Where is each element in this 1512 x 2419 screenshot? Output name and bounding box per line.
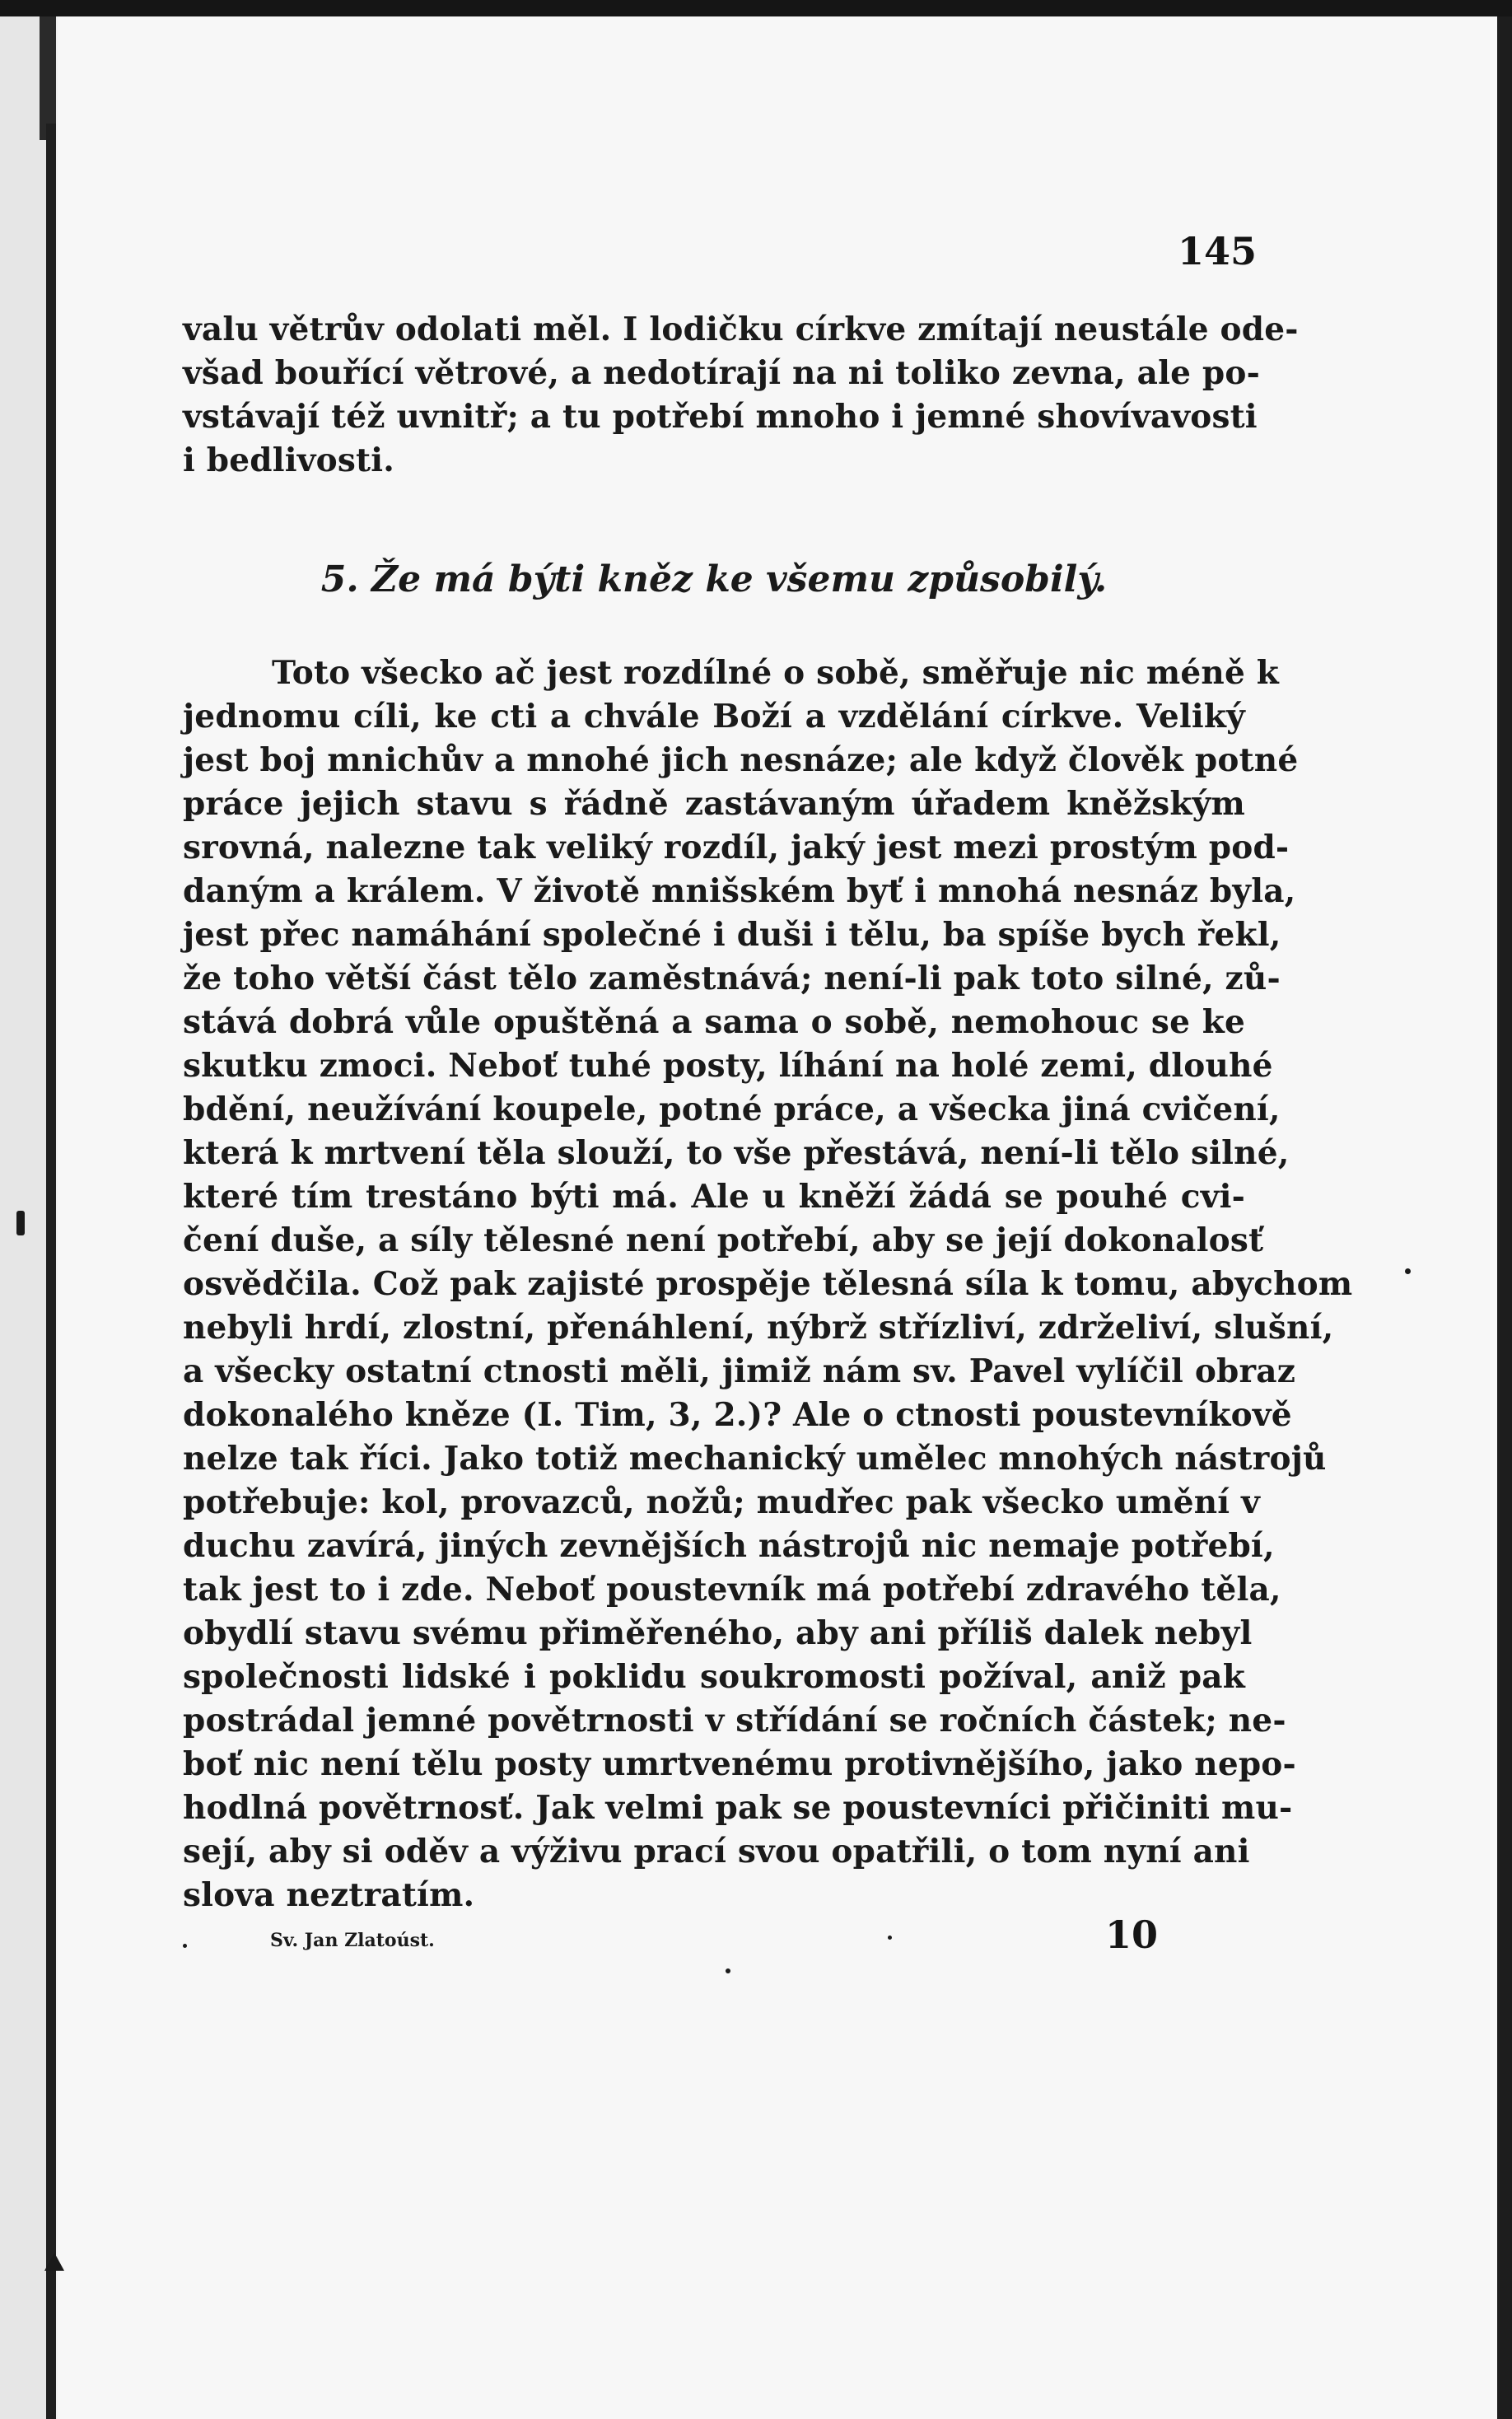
- ink-speck: [888, 1936, 892, 1940]
- text-line: které tím trestáno býti má. Ale u kněží žádá se pouhé cvi-: [183, 1178, 1245, 1216]
- text-line: čení duše, a síly tělesné není potřebí, aby se její dokonalosť: [183, 1221, 1264, 1259]
- left-binding-edge: [46, 124, 56, 2419]
- paragraph-continuation: [183, 308, 1299, 483]
- section-heading: 5. Že má býti kněz ke všemu způsobilý.: [320, 558, 1108, 600]
- margin-mark-icon: [44, 2253, 64, 2271]
- page-number: 145: [1178, 229, 1258, 273]
- top-scan-border: [0, 0, 1512, 16]
- ink-speck: [1405, 1268, 1411, 1274]
- text-line: boť nic není tělu posty umrtvenému protivnějšího, jako nepo-: [183, 1745, 1296, 1783]
- text-line: tak jest to i zde. Neboť poustevník má potřebí zdravého těla,: [183, 1571, 1281, 1609]
- text-line: skutku zmoci. Neboť tuhé posty, líhání na holé zemi, dlouhé: [183, 1047, 1273, 1085]
- text-line: osvědčila. Což pak zajisté prospěje tělesná síla k tomu, abychom: [183, 1265, 1353, 1303]
- text-line: Toto všecko ač jest rozdílné o sobě, směřuje nic méně k: [272, 654, 1279, 692]
- text-line: i bedlivosti.: [183, 441, 395, 479]
- text-line: hodlná povětrnosť. Jak velmi pak se poustevníci přičiniti mu-: [183, 1789, 1293, 1827]
- text-line: nebyli hrdí, zlostní, přenáhlení, nýbrž střízliví, zdrželiví, slušní,: [183, 1309, 1334, 1347]
- text-line: jednomu cíli, ke cti a chvále Boží a vzdělání církve. Veliký: [183, 698, 1245, 736]
- main-paragraph: [183, 651, 1353, 1917]
- text-line: obydlí stavu svému přiměřeného, aby ani příliš dalek nebyl: [183, 1614, 1253, 1652]
- text-line: bdění, neužívání koupele, potné práce, a všecka jiná cvičení,: [183, 1090, 1281, 1128]
- text-line: potřebuje: kol, provazců, nožů; mudřec pak všecko umění v: [183, 1483, 1260, 1521]
- text-line: srovná, nalezne tak veliký rozdíl, jaký jest mezi prostým pod-: [183, 829, 1290, 866]
- text-line: dokonalého kněze (I. Tim, 3, 2.)? Ale o ctnosti poustevníkově: [183, 1396, 1292, 1434]
- text-line: vstávají též uvnitř; a tu potřebí mnoho i jemné shovívavosti: [183, 398, 1258, 436]
- ink-speck: [183, 1944, 187, 1948]
- signature-number: 10: [1105, 1912, 1159, 1957]
- text-line: daným a králem. V životě mnišském byť i mnohá nesnáz byla,: [183, 872, 1296, 910]
- text-line: slova neztratím.: [183, 1876, 475, 1914]
- left-margin-shadow: [0, 0, 51, 2419]
- text-line: všad bouřící větrové, a nedotírají na ni toliko zevna, ale po-: [183, 354, 1260, 392]
- ink-speck: [16, 1211, 25, 1235]
- text-line: společnosti lidské i poklidu soukromosti požíval, aniž pak: [183, 1658, 1245, 1696]
- text-line: nelze tak říci. Jako totiž mechanický umělec mnohých nástrojů: [183, 1440, 1327, 1478]
- right-scan-border: [1497, 16, 1512, 2419]
- text-line: práce jejich stavu s řádně zastávaným úřadem kněžským: [183, 785, 1245, 823]
- text-line: že toho větší část tělo zaměstnává; není-li pak toto silné, zů-: [183, 960, 1281, 997]
- text-line: postrádal jemné povětrnosti v střídání se ročních částek; ne-: [183, 1702, 1286, 1740]
- text-line: duchu zavírá, jiných zevnějších nástrojů nic nemaje potřebí,: [183, 1527, 1275, 1565]
- text-line: jest boj mnichův a mnohé jich nesnáze; ale když člověk potné: [183, 741, 1299, 779]
- text-line: sejí, aby si oděv a výživu prací svou opatřili, o tom nyní ani: [183, 1833, 1250, 1870]
- text-line: valu větrův odolati měl. I lodičku církve zmítají neustále ode-: [183, 311, 1299, 348]
- signature-mark: Sv. Jan Zlatoúst.: [270, 1930, 435, 1951]
- ink-speck: [726, 1968, 730, 1973]
- text-line: a všecky ostatní ctnosti měli, jimiž nám sv. Pavel vylíčil obraz: [183, 1352, 1296, 1390]
- text-line: jest přec namáhání společné i duši i tělu, ba spíše bych řekl,: [183, 916, 1281, 954]
- text-line: která k mrtvení těla slouží, to vše přestává, není-li tělo silné,: [183, 1134, 1290, 1172]
- text-line: stává dobrá vůle opuštěná a sama o sobě, nemohouc se ke: [183, 1003, 1245, 1041]
- left-binding-edge-top: [40, 0, 56, 140]
